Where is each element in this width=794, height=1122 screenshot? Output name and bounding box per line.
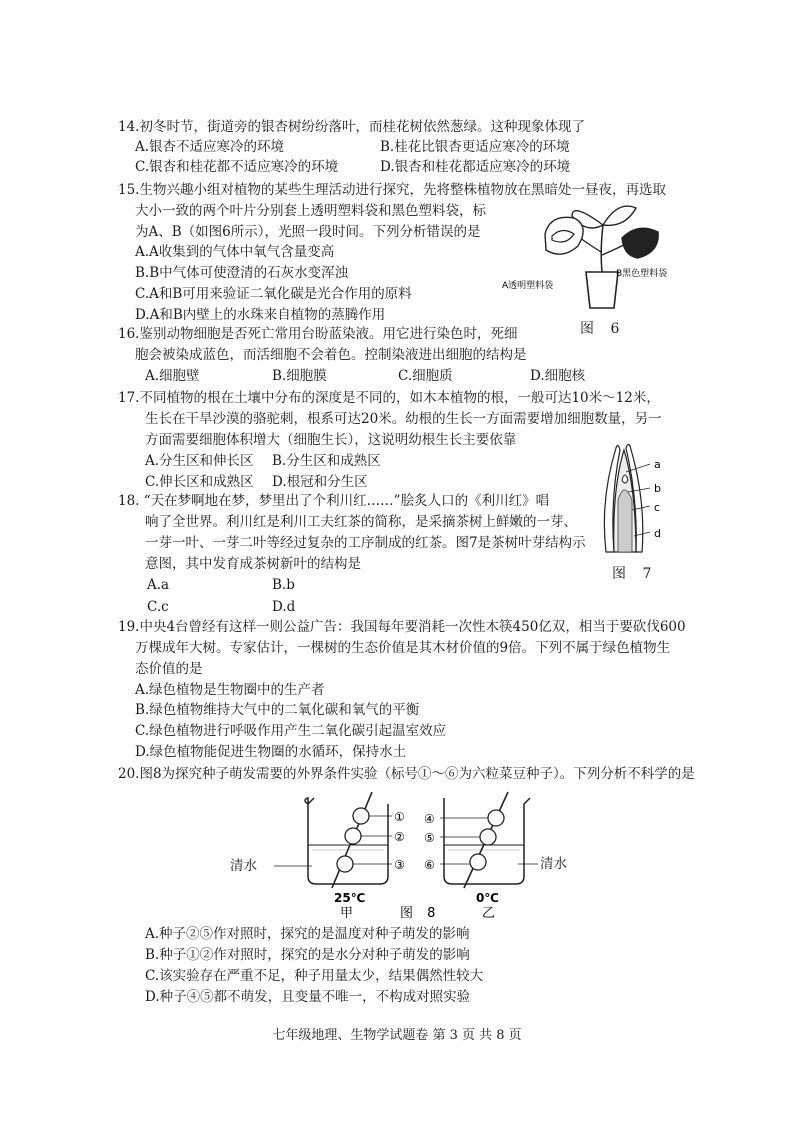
figure-7-label-d: d [654,527,661,540]
q18-stem-line1: 18. “天在梦啊地在梦，梦里出了个利川红……”脍炙人口的《利川红》唱 [118,493,550,509]
q17-option-d: D.根冠和分生区 [272,474,368,490]
q20-option-b: B.种子①②作对照时，探究的是水分对种子萌发的影响 [145,947,470,963]
figure-7-label-b: b [654,482,661,495]
q16-option-a: A.细胞壁 [145,368,200,384]
figure-7-caption: 图 7 [612,566,658,582]
seed-6-label: ⑥ [424,858,435,872]
q17-option-b: B.分生区和成熟区 [272,453,381,469]
q19-option-b: B.绿色植物维持大气中的二氧化碳和氧气的平衡 [135,702,420,718]
temp-left: 25℃ [334,891,366,905]
q16-stem-line2: 胞会被染成蓝色，而活细胞不会着色。控制染液进出细胞的结构是 [135,347,527,363]
figure-6-caption: 图 6 [580,321,626,337]
figure-6-plant-diagram [500,200,700,315]
q18-option-c: C.c [147,599,169,615]
seed-2-label: ② [394,830,405,844]
figure-7-label-a: a [654,458,661,471]
q18-stem-line3: 一芽一叶、一芽二叶等经过复杂的工序制成的红茶。图7是茶树叶芽结构示 [145,535,586,551]
seed-3-label: ③ [394,858,405,872]
q19-stem-line1: 19.中央4台曾经有这样一则公益广告：我国每年要消耗一次性木筷450亿双，相当于要砍伐600 [118,619,686,635]
figure-7-leaf-bud-diagram [596,440,676,560]
q18-option-a: A.a [147,577,170,593]
q19-stem-line2: 万棵成年大树。专家估计，一棵树的生态价值是其木材价值的9倍。下列不属于绿色植物生 [135,640,671,656]
beaker-name-left: 甲 [340,906,354,920]
q16-stem-line1: 16.鉴别动物细胞是否死亡常用台盼蓝染液。用它进行染色时，死细 [118,326,518,342]
q15-option-b: B.B中气体可使澄清的石灰水变浑浊 [135,265,349,281]
q20-option-c: C.该实验存在严重不足，种子用量太少，结果偶然性较大 [145,968,484,984]
q15-option-d: D.A和B内壁上的水珠来自植物的蒸腾作用 [135,307,386,323]
temp-right: 0℃ [476,891,499,905]
seed-5-label: ⑤ [424,831,435,845]
seed-4-label: ④ [424,812,435,826]
figure-7-label-c: c [654,501,661,514]
q19-option-c: C.绿色植物进行呼吸作用产生二氧化碳引起温室效应 [135,723,447,739]
page-footer: 七年级地理、生物学试题卷 第 3 页 共 8 页 [272,1028,522,1043]
q15-option-c: C.A和B可用来验证二氧化碳是光合作用的原料 [135,286,412,302]
figure-6-label-a: A透明塑料袋 [502,281,554,291]
q14-option-b: B.桂花比银杏更适应寒冷的环境 [380,139,570,155]
q20-stem: 20.图8为探究种子萌发需要的外界条件实验（标号①～⑥为六粒菜豆种子）。下列分析不科学的是 [118,766,695,782]
q20-option-d: D.种子④⑤都不萌发，且变量不唯一，不构成对照实验 [145,989,471,1005]
q17-stem-line3: 方面需要细胞体积增大（细胞生长），这说明幼根生长主要依靠 [145,432,517,448]
q19-option-a: A.绿色植物是生物圈中的生产者 [135,682,325,698]
q14-stem: 14.初冬时节，街道旁的银杏树纷纷落叶，而桂花树依然葱绿。这种现象体现了 [118,119,585,135]
q14-option-d: D.银杏和桂花都适应寒冷的环境 [380,159,571,175]
q14-option-a: A.银杏不适应寒冷的环境 [135,139,285,155]
q19-stem-line3: 态价值的是 [135,661,203,677]
beaker-name-right: 乙 [482,906,496,920]
q15-stem-line2: 大小一致的两个叶片分别套上透明塑料袋和黑色塑料袋，标 [135,203,486,219]
q16-option-d: D.细胞核 [530,368,586,384]
q18-stem-line2: 响了全世界。利川红是利川工夫红茶的简称，是采摘茶树上鲜嫩的一芽、 [145,514,577,530]
q16-option-c: C.细胞质 [398,368,453,384]
q17-option-a: A.分生区和伸长区 [145,453,254,469]
q17-stem-line2: 生长在干旱沙漠的骆驼刺，根系可达20米。幼根的生长一方面需要增加细胞数量，另一 [145,411,662,427]
q17-stem-line1: 17.不同植物的根在土壤中分布的深度是不同的，如木本植物的根，一般可达10米～12米， [118,390,660,406]
water-label-right: 清水 [540,856,567,872]
q18-option-b: B.b [272,577,295,593]
q15-option-a: A.A收集到的气体中氧气含量变高 [135,244,335,260]
figure-6-label-b: B黑色塑料袋 [616,269,668,279]
water-label-left: 清水 [230,858,257,874]
q17-option-c: C.伸长区和成熟区 [145,474,254,490]
figure-8-caption: 图 8 [400,906,441,920]
q19-option-d: D.绿色植物能促进生物圈的水循环，保持水土 [135,744,407,760]
seed-1-label: ① [394,810,405,824]
q15-stem-line3: 为A、B（如图6所示），光照一段时间。下列分析错误的是 [135,224,481,240]
q16-option-b: B.细胞膜 [272,368,327,384]
q18-option-d: D.d [272,599,296,615]
q18-stem-line4: 意图，其中发育成茶树新叶的结构是 [145,556,361,572]
q14-option-c: C.银杏和桂花都不适应寒冷的环境 [135,159,339,175]
q15-stem-line1: 15.生物兴趣小组对植物的某些生理活动进行探究，先将整株植物放在黑暗处一昼夜，再选取 [118,182,666,198]
q20-option-a: A.种子②⑤作对照时，探究的是温度对种子萌发的影响 [145,926,470,942]
